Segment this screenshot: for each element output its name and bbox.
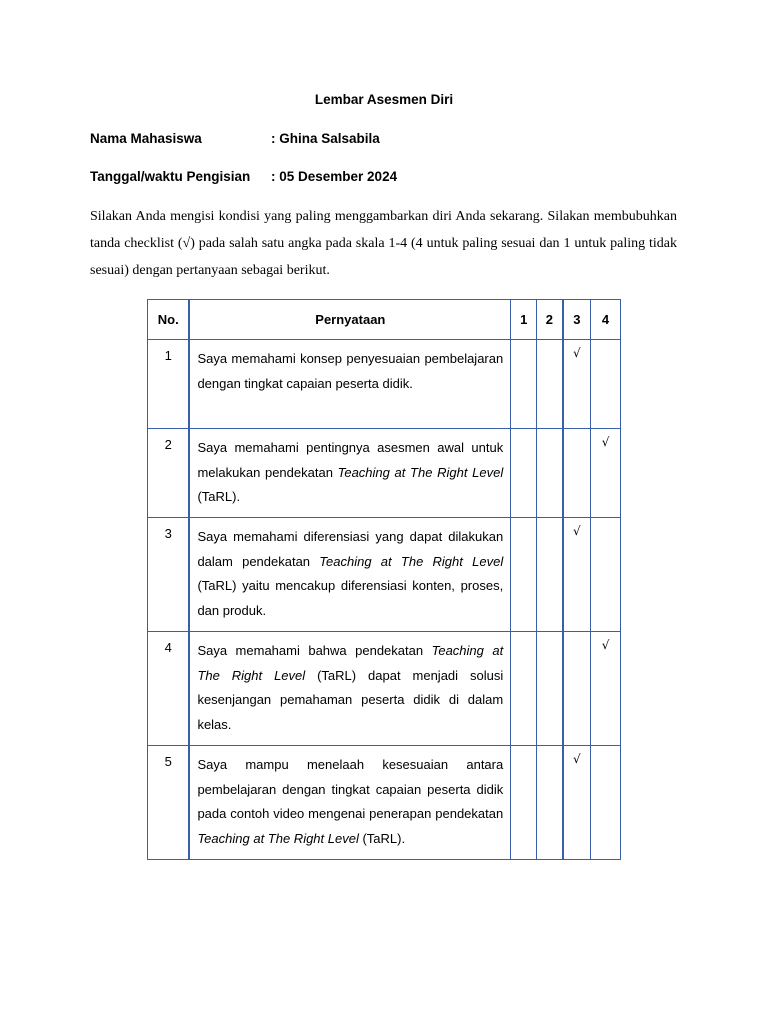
- statement-text: Saya memahami pentingnya asesmen awal untuk melakukan pendekatan: [197, 440, 504, 480]
- scale-cell-3: [563, 518, 591, 632]
- scale-cell-2: [537, 518, 563, 632]
- check-mark: √: [601, 435, 610, 449]
- scale-cell-1: [511, 632, 537, 746]
- row-statement: [189, 746, 510, 860]
- student-name-label: Nama Mahasiswa: [90, 131, 202, 146]
- scale-cell-3: [563, 340, 591, 429]
- statement-italic-term: Teaching at The Right Level: [319, 553, 504, 569]
- document-title: Lembar Asesmen Diri: [314, 92, 454, 107]
- table-row: [148, 632, 621, 746]
- self-assessment-table: [147, 299, 621, 860]
- row-number: 4: [148, 632, 190, 746]
- statement-text: Saya memahami diferensiasi yang dapat dilakukan dalam pendekatan: [197, 529, 504, 569]
- row-statement: [189, 632, 510, 746]
- statement-text: (TaRL) dapat menjadi solusi kesenjangan pemahaman peserta didik di dalam kelas.: [197, 667, 504, 732]
- table-header-row: [148, 300, 621, 340]
- scale-cell-1: [511, 746, 537, 860]
- scale-cell-2: [537, 429, 563, 518]
- header-scale-3: 3: [563, 300, 591, 340]
- header-scale-1: 1: [511, 300, 537, 340]
- scale-cell-4: [591, 429, 621, 518]
- statement-text: (TaRL).: [197, 489, 241, 504]
- scale-cell-2: [537, 340, 563, 429]
- check-mark: √: [572, 524, 581, 538]
- check-mark: √: [572, 346, 581, 360]
- statement-text: (TaRL).: [358, 830, 406, 846]
- statement-text: (TaRL) yaitu mencakup diferensiasi konten, proses, dan produk.: [197, 578, 504, 618]
- table-row: [148, 746, 621, 860]
- student-name-value: : Ghina Salsabila: [271, 131, 380, 146]
- row-number: 5: [148, 746, 190, 860]
- scale-cell-2: [537, 632, 563, 746]
- scale-cell-1: [511, 429, 537, 518]
- scale-cell-3: [563, 746, 591, 860]
- row-number: 1: [148, 340, 190, 429]
- header-no: No.: [148, 300, 190, 340]
- statement-italic-term: Teaching at The Right Level: [197, 830, 359, 846]
- scale-cell-2: [537, 746, 563, 860]
- scale-cell-4: [591, 518, 621, 632]
- row-statement: [189, 518, 510, 632]
- statement-italic-term: Teaching at The Right Level: [197, 643, 504, 683]
- instructions-paragraph: Silakan Anda mengisi kondisi yang paling menggambarkan diri Anda sekarang. Silakan membubuhkan tanda checklist (√) pada salah satu angka pada skala 1-4 (4 untuk paling sesuai dan 1 untuk paling tidak sesuai) dengan pertanyaan sebagai berikut.: [90, 209, 677, 278]
- statement-text: Saya memahami bahwa pendekatan: [197, 643, 432, 658]
- row-statement: [189, 340, 510, 429]
- fill-date-value: : 05 Desember 2024: [271, 169, 398, 184]
- scale-cell-1: [511, 340, 537, 429]
- table-row: [148, 429, 621, 518]
- scale-cell-3: [563, 429, 591, 518]
- scale-cell-3: [563, 632, 591, 746]
- scale-cell-4: [591, 340, 621, 429]
- table-row: [148, 340, 621, 429]
- check-mark: √: [572, 752, 581, 766]
- table-row: [148, 518, 621, 632]
- row-statement: [189, 429, 510, 518]
- statement-italic-term: Teaching at The Right Level: [337, 464, 504, 480]
- check-mark: √: [601, 638, 610, 652]
- scale-cell-4: [591, 746, 621, 860]
- header-scale-4: 4: [591, 300, 621, 340]
- scale-cell-1: [511, 518, 537, 632]
- header-scale-2: 2: [537, 300, 563, 340]
- row-number: 2: [148, 429, 190, 518]
- statement-text: Saya mampu menelaah kesesuaian antara pembelajaran dengan tingkat capaian peserta didik pada contoh video mengenai penerapan pendekatan: [197, 757, 504, 821]
- scale-cell-4: [591, 632, 621, 746]
- statement-text: Saya memahami konsep penyesuaian pembelajaran dengan tingkat capaian peserta didik.: [197, 351, 504, 391]
- header-statement: Pernyataan: [189, 300, 510, 340]
- fill-date-label: Tanggal/waktu Pengisian: [90, 169, 251, 184]
- row-number: 3: [148, 518, 190, 632]
